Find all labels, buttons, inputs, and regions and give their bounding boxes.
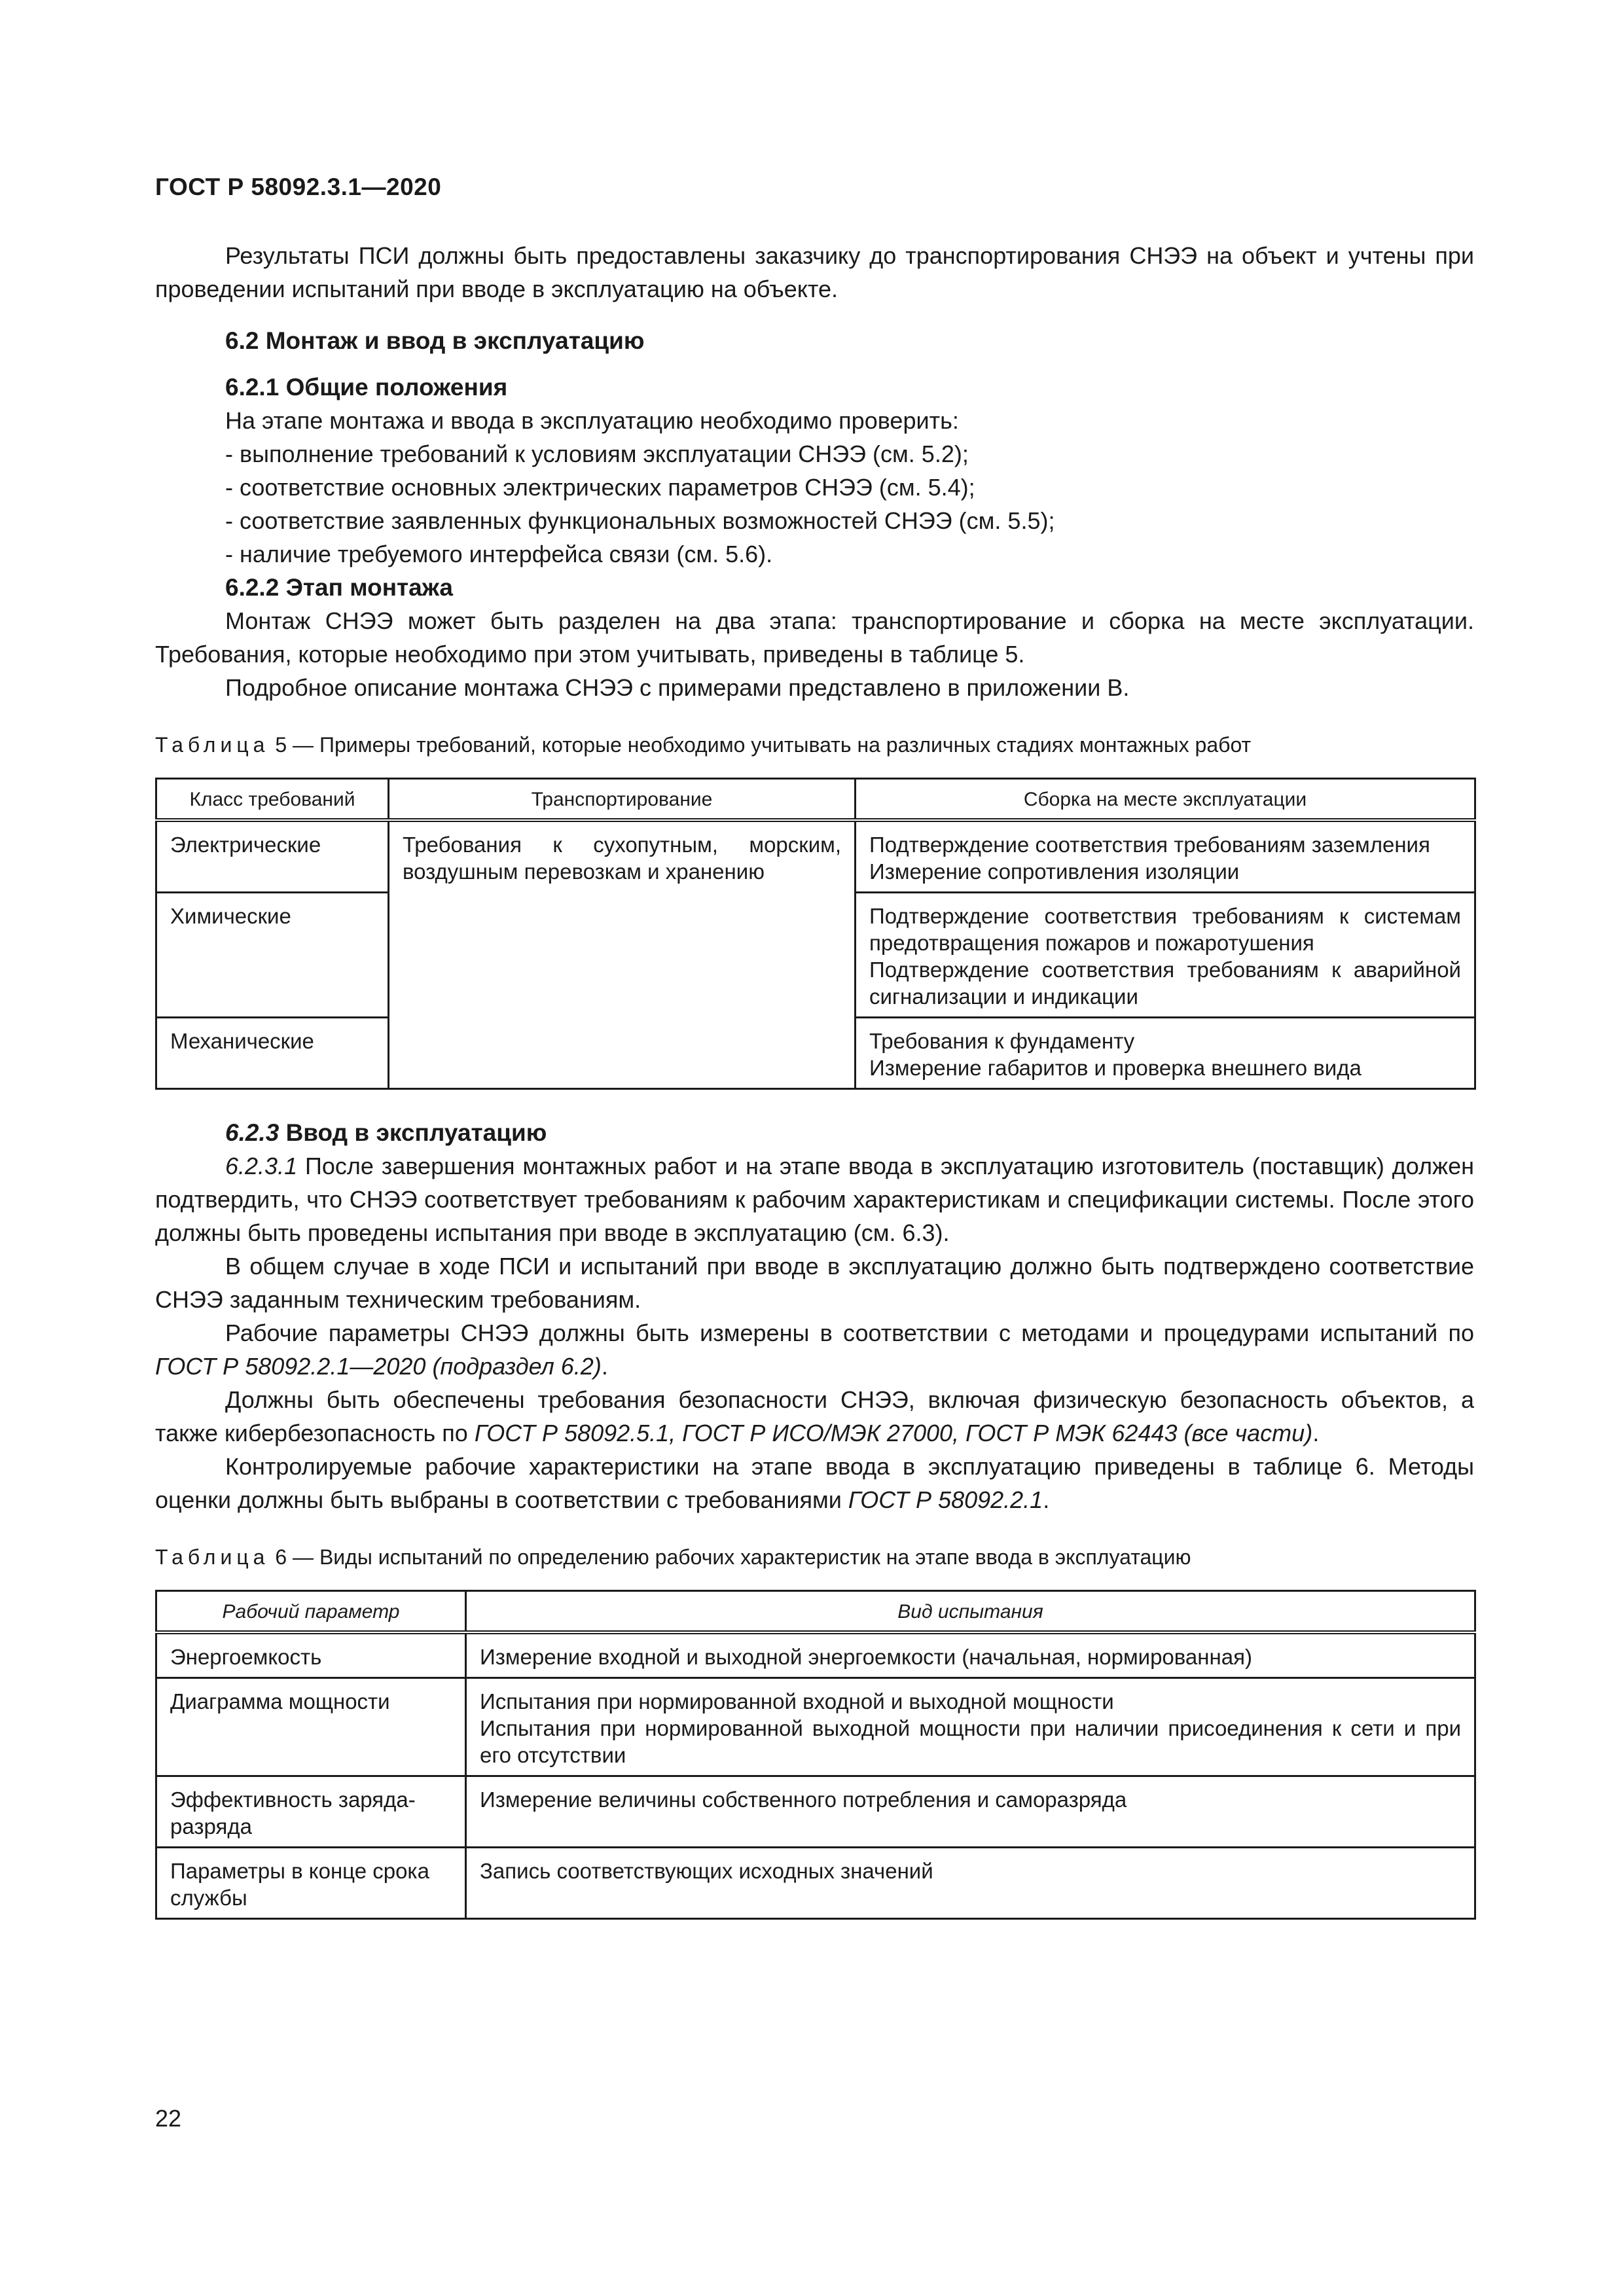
cell-line: Измерение сопротивления изоляции (869, 859, 1240, 884)
mounting-appendix-paragraph: Подробное описание монтажа СНЭЭ с примерами представлено в приложении В. (225, 674, 1130, 701)
cell-line: Требования к фундаменту (869, 1029, 1135, 1053)
requirement-class-cell: Электрические (156, 820, 389, 893)
security-paragraph (155, 1383, 1474, 1450)
mounting-paragraph: Монтаж СНЭЭ может быть разделен на два этапа: транспортирование и сборка на месте эксплуатации. Требования, которые необходимо при этом учитывать, приведены в таблице 5. (155, 607, 1474, 668)
requirement-class-cell: Химические (156, 893, 389, 1018)
cell-line: Подтверждение соответствия требованиям к системам предотвращения пожаров и пожаротушения (869, 904, 1461, 955)
list-item: - выполнение требований к условиям эксплуатации СНЭЭ (см. 5.2); (225, 440, 969, 467)
paragraph-end: . (601, 1353, 608, 1380)
table-caption-label: Таблица (155, 733, 270, 757)
table-row (156, 1678, 1475, 1776)
controlled-characteristics-paragraph (155, 1450, 1474, 1516)
cell-line: Измерение входной и выходной энергоемкости (начальная, нормированная) (480, 1645, 1252, 1669)
parameter-cell: Эффективность заряда-разряда (156, 1776, 466, 1848)
table-header-cell: Вид испытания (466, 1591, 1475, 1633)
test-type-cell (466, 1776, 1475, 1848)
heading-text: Ввод в эксплуатацию (279, 1119, 547, 1146)
checklist-lead: На этапе монтажа и ввода в эксплуатацию необходимо проверить: (225, 407, 959, 434)
clause-number: 6.2.3.1 (225, 1153, 298, 1179)
table-6 (155, 1590, 1476, 1920)
cell-line: Запись соответствующих исходных значений (480, 1859, 933, 1883)
cell-line: Подтверждение соответствия требованиям к аварийной сигнализации и индикации (869, 958, 1461, 1009)
section-heading-6-2: 6.2 Монтаж и ввод в эксплуатацию (225, 327, 645, 354)
paragraph-end: . (1043, 1486, 1050, 1513)
assembly-cell (856, 1018, 1475, 1089)
cell-line: Измерение величины собственного потребления и саморазряда (480, 1787, 1127, 1812)
list-item: - соответствие основных электрических параметров СНЭЭ (см. 5.4); (225, 474, 975, 501)
table-header-cell: Класс требований (156, 779, 389, 821)
table-row (156, 1848, 1475, 1919)
cell-line: Испытания при нормированной выходной мощности при наличии присоединения к сети и при его отсутствии (480, 1716, 1461, 1767)
table-row (156, 1776, 1475, 1848)
table-row (156, 1632, 1475, 1678)
test-type-cell (466, 1848, 1475, 1919)
parameter-cell: Энергоемкость (156, 1632, 466, 1678)
standard-reference: ГОСТ Р 58092.2.1—2020 (подраздел 6.2) (155, 1353, 602, 1380)
standard-reference: ГОСТ Р 58092.2.1 (848, 1486, 1043, 1513)
cell-line: Подтверждение соответствия требованиям заземления (869, 833, 1430, 857)
parameters-paragraph (155, 1316, 1474, 1383)
paragraph-6-2-3-1 (155, 1149, 1474, 1249)
requirement-class-cell: Механические (156, 1018, 389, 1089)
cell-line: Испытания при нормированной входной и выходной мощности (480, 1689, 1114, 1713)
heading-number: 6.2.3 (225, 1119, 280, 1146)
table-header-cell: Транспортирование (389, 779, 856, 821)
table-header-row (156, 1591, 1475, 1633)
table-header-cell: Сборка на месте эксплуатации (856, 779, 1475, 821)
standard-reference: ГОСТ Р 58092.5.1, ГОСТ Р ИСО/МЭК 27000, ГОСТ Р МЭК 62443 (все части) (474, 1420, 1313, 1446)
table-header-row (156, 779, 1475, 821)
table-caption-label: Таблица (155, 1545, 270, 1569)
table-header-cell: Рабочий параметр (156, 1591, 466, 1633)
page-number: 22 (155, 2105, 182, 2132)
assembly-cell (856, 820, 1475, 893)
subsection-heading-6-2-2: 6.2.2 Этап монтажа (225, 574, 454, 601)
page-content (155, 171, 1474, 1920)
paragraph-text: Контролируемые рабочие характеристики на этапе ввода в эксплуатацию приведены в таблице 6. Методы оценки должны быть выбраны в соответствии с требованиями (155, 1453, 1474, 1513)
parameter-cell: Параметры в конце срока службы (156, 1848, 466, 1919)
general-case-paragraph: В общем случае в ходе ПСИ и испытаний при вводе в эксплуатацию должно быть подтверждено соответствие СНЭЭ заданным техническим требованиям. (155, 1253, 1474, 1313)
intro-paragraph: Результаты ПСИ должны быть предоставлены заказчику до транспортирования СНЭЭ на объект и учтены при проведении испытаний при вводе в эксплуатацию на объекте. (155, 242, 1474, 302)
standard-code-header: ГОСТ Р 58092.3.1—2020 (155, 173, 442, 200)
table-caption-text: 6 — Виды испытаний по определению рабочих характеристик на этапе ввода в эксплуатацию (269, 1545, 1191, 1569)
list-item: - соответствие заявленных функциональных возможностей СНЭЭ (см. 5.5); (225, 507, 1055, 534)
test-type-cell (466, 1632, 1475, 1678)
checklist (155, 437, 1474, 571)
table-5-caption (155, 730, 1474, 759)
clause-text: После завершения монтажных работ и на этапе ввода в эксплуатацию изготовитель (поставщик) должен подтвердить, что СНЭЭ соответствует требованиям к рабочим характеристикам и спецификации системы. После этого должны быть проведены испытания при вводе в эксплуатацию (см. 6.3). (155, 1153, 1474, 1246)
paragraph-text: Рабочие параметры СНЭЭ должны быть измерены в соответствии с методами и процедурами испытаний по (225, 1319, 1474, 1346)
paragraph-end: . (1312, 1420, 1320, 1446)
assembly-cell (856, 893, 1475, 1018)
table-6-caption (155, 1543, 1474, 1571)
parameter-cell: Диаграмма мощности (156, 1678, 466, 1776)
subsection-heading-6-2-1: 6.2.1 Общие положения (225, 374, 508, 401)
paragraph-text: Должны быть обеспечены требования безопасности СНЭЭ, включая физическую безопасность объектов, а также кибербезопасность по (155, 1386, 1474, 1446)
list-item: - наличие требуемого интерфейса связи (см. 5.6). (225, 541, 773, 567)
cell-line: Измерение габаритов и проверка внешнего вида (869, 1056, 1362, 1080)
table-caption-text: 5 — Примеры требований, которые необходимо учитывать на различных стадиях монтажных работ (269, 733, 1252, 757)
table-5 (155, 778, 1476, 1090)
table-row (156, 820, 1475, 893)
transport-cell: Требования к сухопутным, морским, воздушным перевозкам и хранению (389, 820, 856, 1089)
test-type-cell (466, 1678, 1475, 1776)
subsection-heading-6-2-3 (155, 1116, 1474, 1149)
